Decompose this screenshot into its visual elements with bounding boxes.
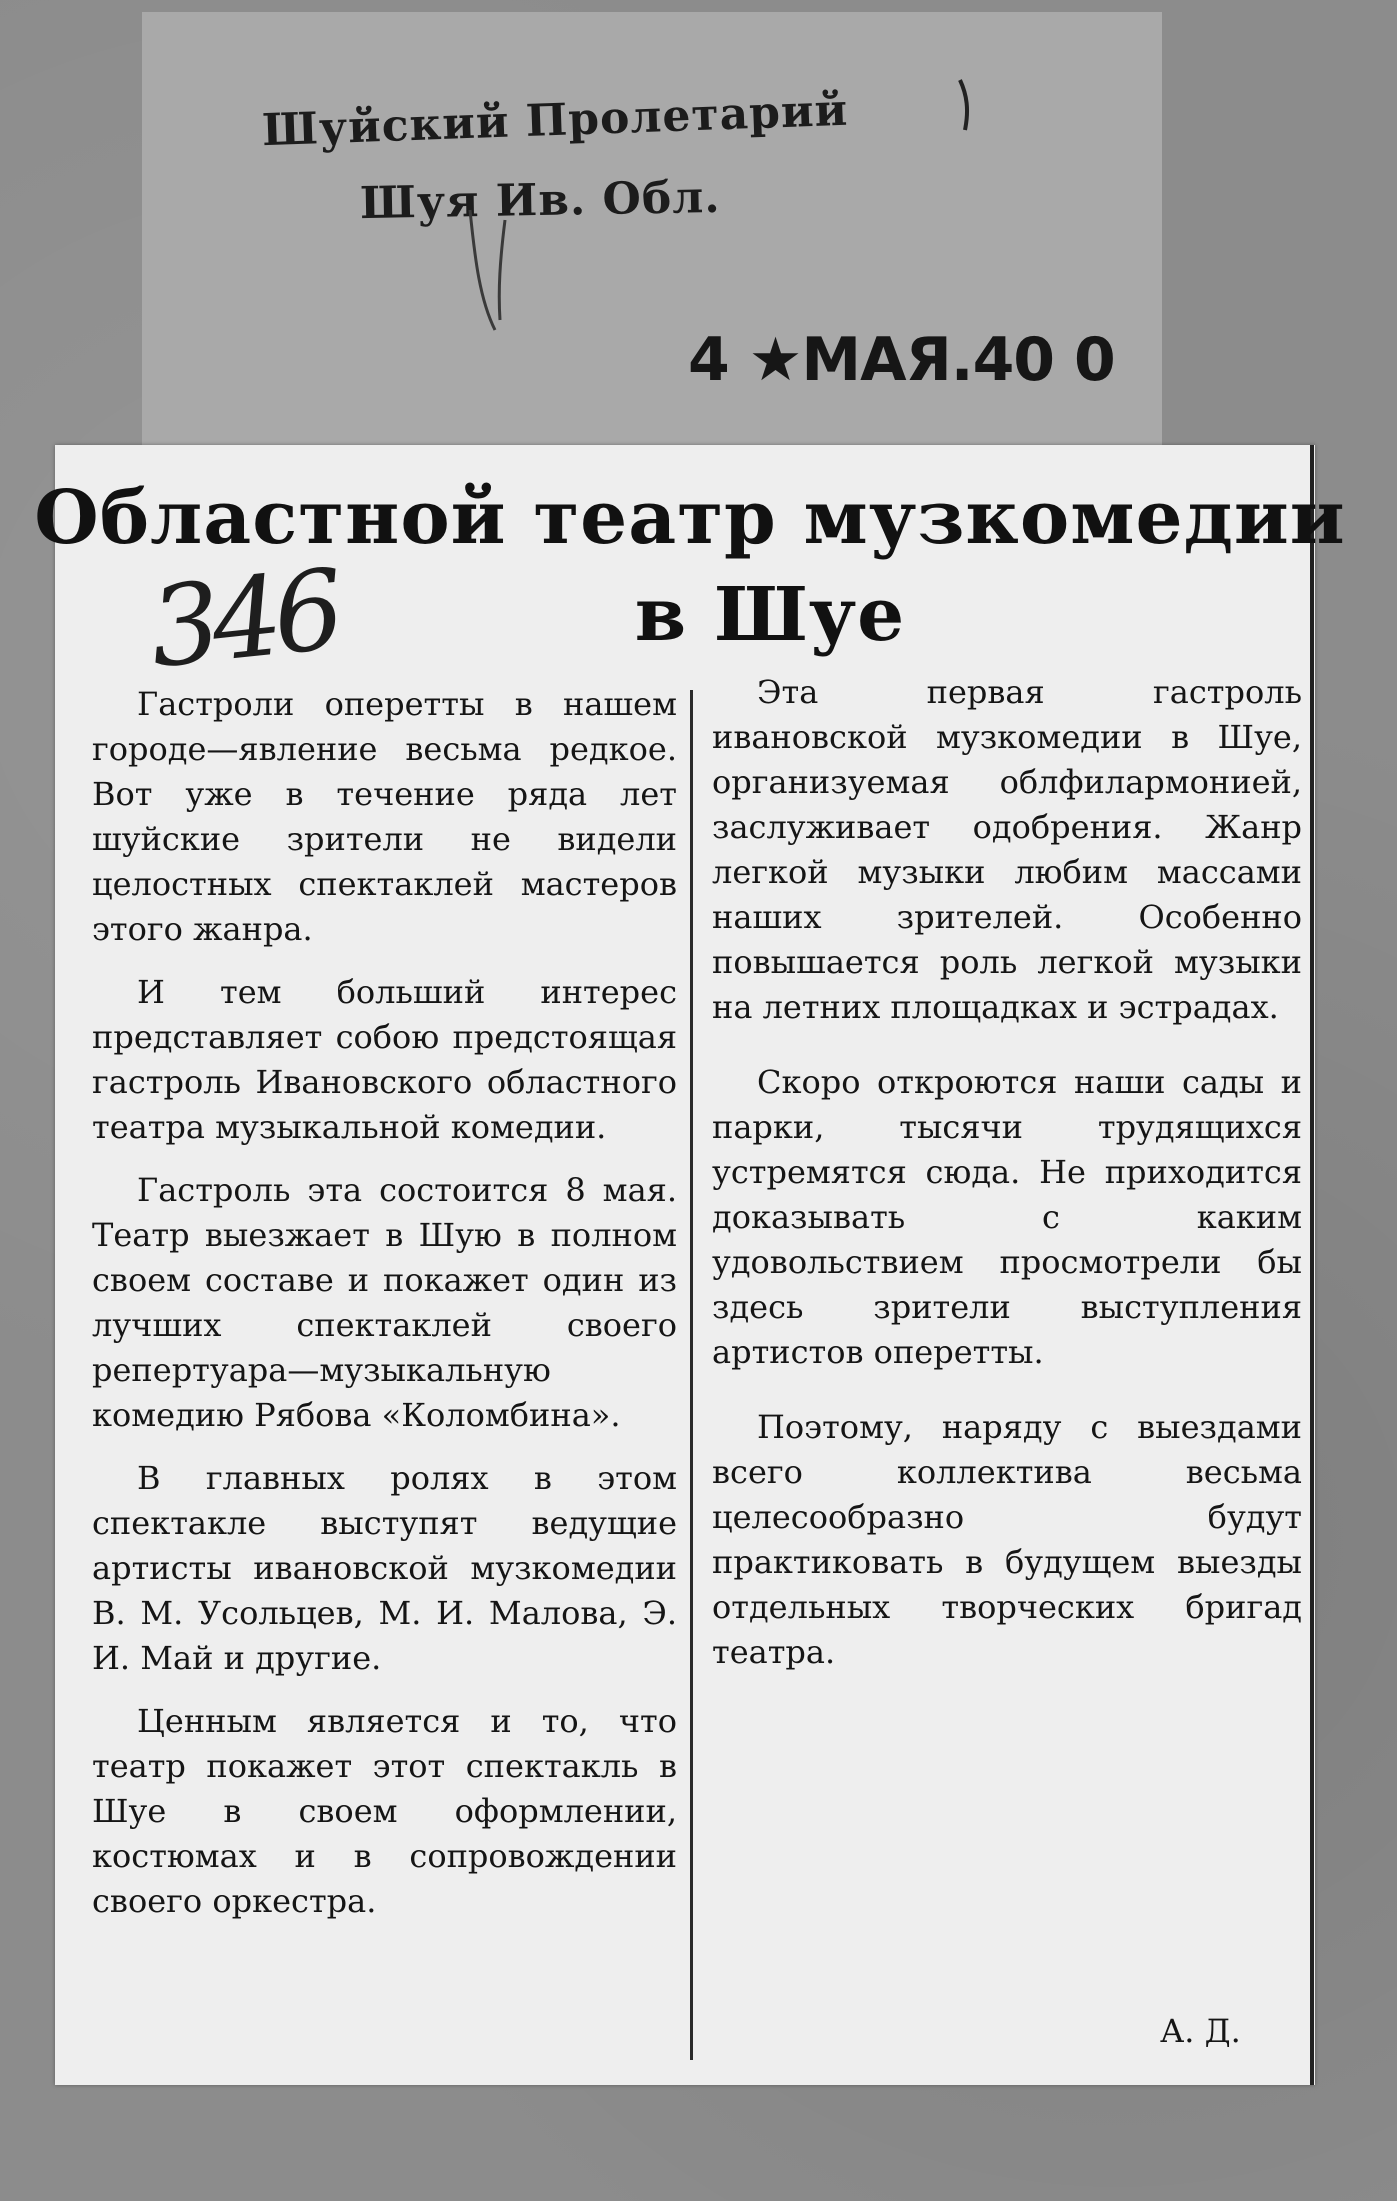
article-left-column (92, 682, 677, 1924)
left-paragraph-1: Гастроли оперетты в нашем городе—явление весьма редкое. Вот уже в течение ряда лет шуйские зрители не видели целостных спектаклей мастеров этого жанра. (92, 685, 677, 948)
article-right-column (712, 670, 1302, 1675)
clipping-edge-shadow (1310, 445, 1314, 2085)
right-paragraph-3: Поэтому, наряду с выездами всего коллектива весьма целесообразно будут практиковать в будущем выезды отдельных творческих бригад театра. (712, 1408, 1302, 1671)
author-signature: А. Д. (1160, 2012, 1241, 2050)
handwritten-inventory-number: 346 (143, 545, 343, 693)
left-paragraph-4: В главных ролях в этом спектакле выступят ведущие артисты ивановской музкомедии В. М. Усольцев, М. И. Малова, Э. И. Май и другие. (92, 1459, 677, 1677)
left-paragraph-3: Гастроль эта состоится 8 мая. Театр выезжает в Шую в полном своем составе и покажет один из лучших спектаклей своего репертуара—музыкальную комедию Рябова «Коломбина». (92, 1171, 677, 1434)
pen-tick-mark (945, 75, 985, 135)
article-headline-line2: в Шуе (634, 572, 906, 658)
article-headline-line1: Областной театр музкомедии (34, 475, 1346, 561)
newspaper-place-stamp: Шуя Ив. Обл. (359, 171, 722, 230)
left-paragraph-2: И тем больший интерес представляет собою предстоящая гастроль Ивановского областного театра музыкальной комедии. (92, 973, 677, 1146)
pen-stroke-mark (450, 200, 530, 340)
left-paragraph-5: Ценным является и то, что театр покажет этот спектакль в Шуе в своем оформлении, костюмах и в сопровождении своего оркестра. (92, 1702, 677, 1920)
right-paragraph-2: Скоро откроются наши сады и парки, тысячи трудящихся устремятся сюда. Не приходится доказывать с каким удовольствием просмотрели бы здесь зрители выступления артистов оперетты. (712, 1063, 1302, 1371)
date-stamp: 4 ★МАЯ.40 0 (688, 325, 1115, 395)
newspaper-name-stamp: Шуйский Пролетарий (261, 84, 849, 157)
right-paragraph-1: Эта первая гастроль ивановской музкомедии в Шуе, организуемая облфилармонией, заслуживает одобрения. Жанр легкой музыки любим массами наших зрителей. Особенно повышается роль легкой музыки на летних площадках и эстрадах. (712, 673, 1302, 1026)
column-divider (690, 690, 693, 2060)
